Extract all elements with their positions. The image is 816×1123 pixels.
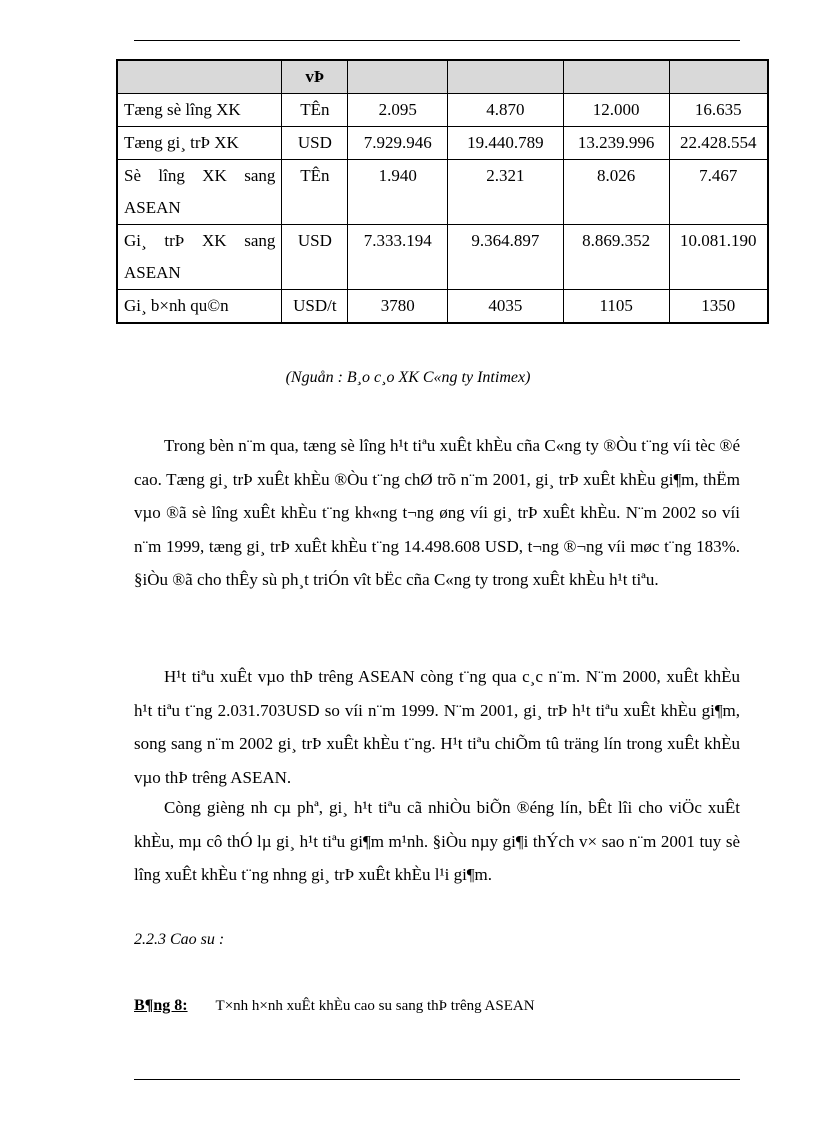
paragraph-3: Còng gièng nh cµ phª, gi¸ h¹t tiªu cã nhiÒu biÕn ®éng lín, bÊt lîi cho viÖc xuÊt khÈu, mµ cô thÓ lµ gi¸ h¹t tiªu gi¶m m¹nh. §iÒu nµy gi¶i thÝch v× sao n¨m 2001 tuy sè lîng xuÊt khÈu t¨ng nhng gi¸ trÞ xuÊt khÈu l¹i gi¶m.: [134, 798, 740, 884]
table-cell: 7.929.946: [348, 127, 448, 160]
row-unit: USD: [282, 127, 348, 160]
header-cell: [563, 60, 669, 94]
table-row: [117, 160, 768, 225]
footer-rule: [134, 1079, 740, 1080]
table-cell: 1.940: [348, 160, 448, 225]
header-rule: [134, 40, 740, 41]
table-row: [117, 94, 768, 127]
table-caption-label: B¶ng 8:: [134, 997, 188, 1014]
table-cell: 10.081.190: [669, 225, 768, 290]
table-cell: 8.869.352: [563, 225, 669, 290]
row-label: Gi¸ trÞ XK sang ASEAN: [117, 225, 282, 290]
table-cell: 12.000: [563, 94, 669, 127]
paragraph-2: H¹t tiªu xuÊt vµo thÞ trêng ASEAN còng t¨ng qua c¸c n¨m. N¨m 2000, xuÊt khÈu h¹t tiªu t¨ng 2.031.703USD so víi n¨m 1999. N¨m 2001, gi¸ trÞ h¹t tiªu xuÊt khÈu gi¶m, song sang n¨m 2002 gi¸ trÞ xuÊt khÈu t¨ng. H¹t tiªu chiÕm tû träng lín trong xuÊt khÈu vµo thÞ trêng ASEAN.: [134, 667, 740, 787]
table-cell: 22.428.554: [669, 127, 768, 160]
row-unit: TÊn: [282, 160, 348, 225]
table-cell: 4.870: [448, 94, 564, 127]
table-cell: 7.467: [669, 160, 768, 225]
table-source-note: (Nguån : B¸o c¸o XK C«ng ty Intimex): [285, 369, 531, 386]
table-row: [117, 290, 768, 324]
row-label: Sè lîng XK sang ASEAN: [117, 160, 282, 225]
header-cell: [117, 60, 282, 94]
table-cell: 19.440.789: [448, 127, 564, 160]
table-cell: 1105: [563, 290, 669, 324]
table-cell: 1350: [669, 290, 768, 324]
table-header-row: [117, 60, 768, 94]
table-cell: 13.239.996: [563, 127, 669, 160]
table-caption: [134, 997, 535, 1015]
table-row: [117, 225, 768, 290]
table-cell: 3780: [348, 290, 448, 324]
header-cell: [348, 60, 448, 94]
header-cell: [448, 60, 564, 94]
table-cell: 16.635: [669, 94, 768, 127]
row-unit: USD/t: [282, 290, 348, 324]
row-label: Tæng sè lîng XK: [117, 94, 282, 127]
row-label: Gi¸ b×nh qu©n: [117, 290, 282, 324]
table-cell: 8.026: [563, 160, 669, 225]
table-row: [117, 127, 768, 160]
row-label: Tæng gi¸ trÞ XK: [117, 127, 282, 160]
row-unit: USD: [282, 225, 348, 290]
table-cell: 9.364.897: [448, 225, 564, 290]
table-caption-text: T×nh h×nh xuÊt khÈu cao su sang thÞ trêng ASEAN: [215, 998, 535, 1014]
header-cell-unit: vÞ: [282, 60, 348, 94]
row-unit: TÊn: [282, 94, 348, 127]
table-cell: 4035: [448, 290, 564, 324]
paragraph-1: Trong bèn n¨m qua, tæng sè lîng h¹t tiªu xuÊt khÈu cña C«ng ty ®Òu t¨ng víi tèc ®é cao. Tæng gi¸ trÞ xuÊt khÈu ®Òu t¨ng chØ trõ n¨m 2001, gi¸ trÞ xuÊt khÈu gi¶m, thËm vµo ®ã sè lîng xuÊt khÈu t¨ng kh«ng t¬ng øng víi gi¸ trÞ xuÊt khÈu. N¨m 2002 so víi n¨m 1999, tæng gi¸ trÞ xuÊt khÈu t¨ng 14.498.608 USD, t¬ng ®¬ng víi møc t¨ng 183%. §iÒu ®ã cho thÊy sù ph¸t triÓn vît bËc cña C«ng ty trong xuÊt khÈu h¹t tiªu.: [134, 436, 740, 589]
table-cell: 7.333.194: [348, 225, 448, 290]
header-cell: [669, 60, 768, 94]
section-heading: 2.2.3 Cao su :: [134, 931, 225, 948]
table-cell: 2.321: [448, 160, 564, 225]
export-table: [116, 59, 769, 324]
table-cell: 2.095: [348, 94, 448, 127]
